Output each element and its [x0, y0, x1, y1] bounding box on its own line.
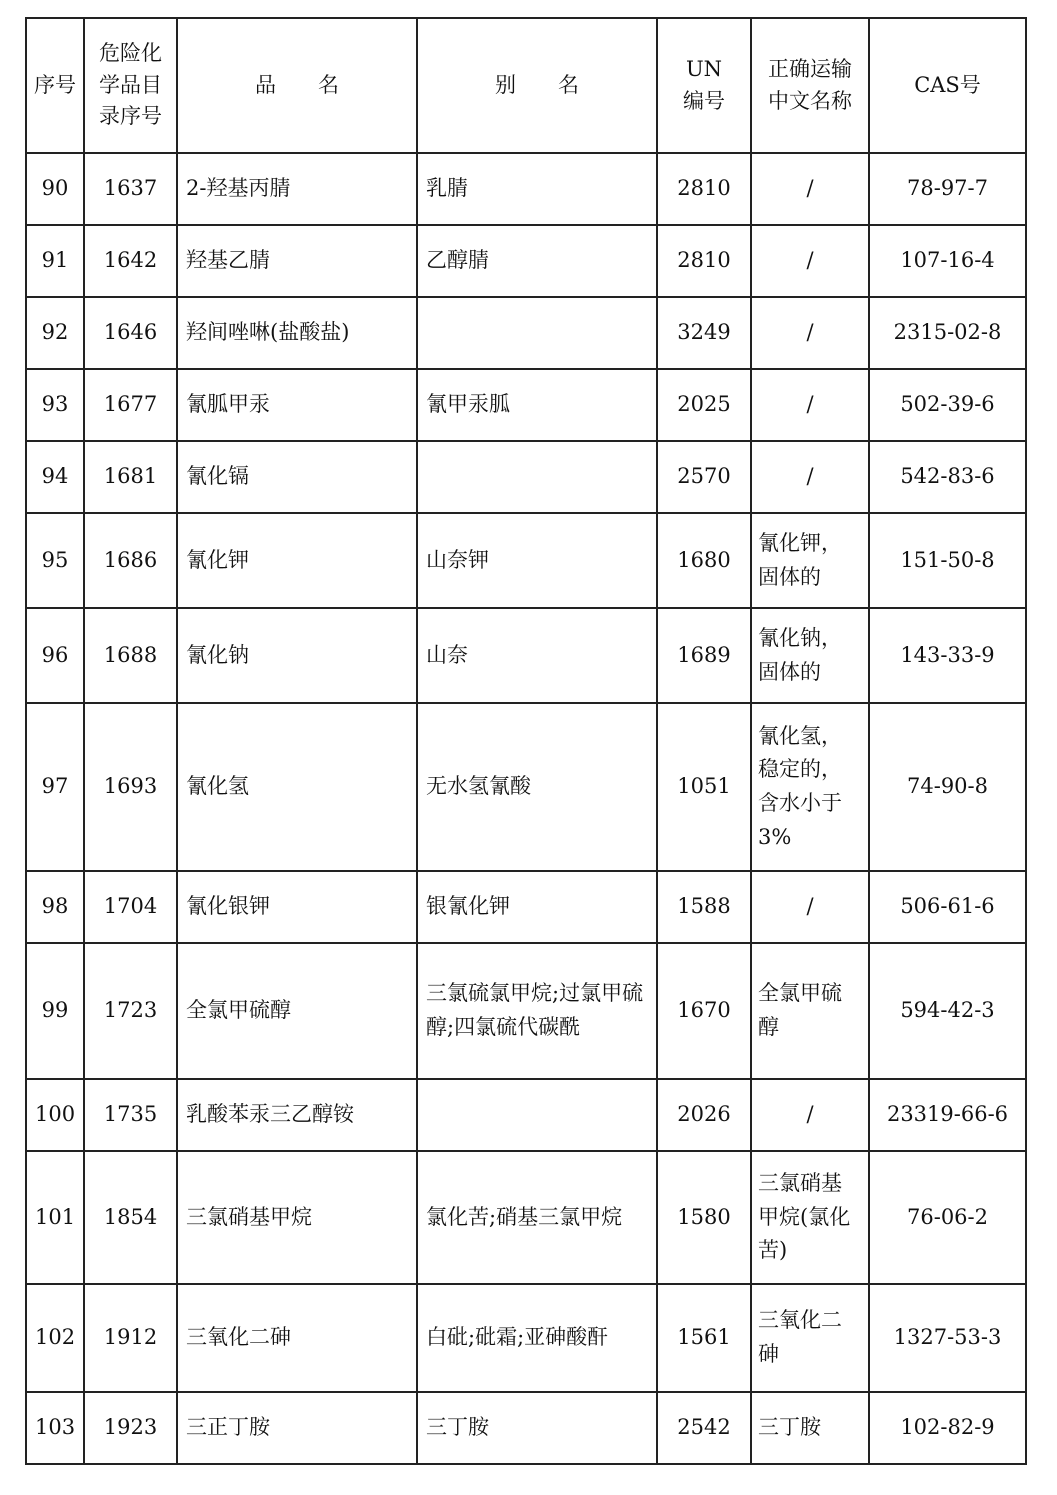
cell-name: 全氯甲硫醇: [177, 943, 417, 1079]
table-row: [26, 703, 1026, 871]
table-header-row: [26, 18, 1026, 153]
cell-seq: 91: [26, 225, 84, 297]
cell-shipping-name: 氰化钾，固体的: [751, 513, 869, 608]
cell-alias: 银氰化钾: [417, 871, 657, 943]
header-alias: 别 名: [417, 18, 657, 153]
cell-catalog-no: 1704: [84, 871, 177, 943]
table-row: [26, 943, 1026, 1079]
cell-shipping-name: 三氯硝基甲烷(氯化苦): [751, 1151, 869, 1284]
table-row: [26, 1284, 1026, 1392]
table-row: [26, 1392, 1026, 1464]
cell-cas-no: 143-33-9: [869, 608, 1026, 703]
cell-alias: 山奈: [417, 608, 657, 703]
cell-un-no: 2810: [657, 225, 751, 297]
cell-cas-no: 74-90-8: [869, 703, 1026, 871]
cell-un-no: 2570: [657, 441, 751, 513]
cell-alias: 白砒;砒霜;亚砷酸酐: [417, 1284, 657, 1392]
table-row: [26, 441, 1026, 513]
cell-name: 氰化钠: [177, 608, 417, 703]
cell-alias: 乳腈: [417, 153, 657, 225]
cell-cas-no: 23319-66-6: [869, 1079, 1026, 1151]
cell-alias: 乙醇腈: [417, 225, 657, 297]
cell-seq: 99: [26, 943, 84, 1079]
cell-seq: 103: [26, 1392, 84, 1464]
cell-seq: 92: [26, 297, 84, 369]
cell-catalog-no: 1637: [84, 153, 177, 225]
cell-alias: 氰甲汞胍: [417, 369, 657, 441]
cell-catalog-no: 1688: [84, 608, 177, 703]
cell-shipping-name: /: [751, 225, 869, 297]
cell-name: 羟基乙腈: [177, 225, 417, 297]
cell-seq: 93: [26, 369, 84, 441]
cell-name: 三氧化二砷: [177, 1284, 417, 1392]
cell-name: 氰化氢: [177, 703, 417, 871]
cell-shipping-name: /: [751, 153, 869, 225]
table-row: [26, 153, 1026, 225]
cell-shipping-name: /: [751, 369, 869, 441]
cell-alias: [417, 1079, 657, 1151]
cell-seq: 102: [26, 1284, 84, 1392]
cell-un-no: 2026: [657, 1079, 751, 1151]
cell-catalog-no: 1912: [84, 1284, 177, 1392]
header-catalog-no: 危险化学品目录序号: [84, 18, 177, 153]
cell-shipping-name: 三丁胺: [751, 1392, 869, 1464]
cell-un-no: 1689: [657, 608, 751, 703]
header-shipping-name: 正确运输中文名称: [751, 18, 869, 153]
cell-seq: 100: [26, 1079, 84, 1151]
cell-cas-no: 594-42-3: [869, 943, 1026, 1079]
cell-cas-no: 78-97-7: [869, 153, 1026, 225]
cell-shipping-name: /: [751, 297, 869, 369]
cell-name: 2-羟基丙腈: [177, 153, 417, 225]
table-row: [26, 225, 1026, 297]
cell-catalog-no: 1723: [84, 943, 177, 1079]
cell-cas-no: 151-50-8: [869, 513, 1026, 608]
cell-catalog-no: 1686: [84, 513, 177, 608]
cell-cas-no: 102-82-9: [869, 1392, 1026, 1464]
header-name: 品 名: [177, 18, 417, 153]
cell-alias: 山奈钾: [417, 513, 657, 608]
cell-un-no: 1561: [657, 1284, 751, 1392]
cell-catalog-no: 1693: [84, 703, 177, 871]
table-row: [26, 1079, 1026, 1151]
cell-name: 氰胍甲汞: [177, 369, 417, 441]
cell-un-no: 1580: [657, 1151, 751, 1284]
cell-shipping-name: 氰化钠，固体的: [751, 608, 869, 703]
cell-cas-no: 107-16-4: [869, 225, 1026, 297]
cell-cas-no: 1327-53-3: [869, 1284, 1026, 1392]
cell-name: 乳酸苯汞三乙醇铵: [177, 1079, 417, 1151]
cell-catalog-no: 1735: [84, 1079, 177, 1151]
cell-alias: 三丁胺: [417, 1392, 657, 1464]
cell-un-no: 1680: [657, 513, 751, 608]
cell-alias: [417, 297, 657, 369]
cell-cas-no: 502-39-6: [869, 369, 1026, 441]
cell-seq: 98: [26, 871, 84, 943]
cell-un-no: 2542: [657, 1392, 751, 1464]
cell-shipping-name: /: [751, 871, 869, 943]
cell-catalog-no: 1646: [84, 297, 177, 369]
cell-name: 氰化钾: [177, 513, 417, 608]
cell-seq: 97: [26, 703, 84, 871]
cell-alias: 无水氢氰酸: [417, 703, 657, 871]
cell-shipping-name: /: [751, 1079, 869, 1151]
table-row: [26, 297, 1026, 369]
cell-cas-no: 76-06-2: [869, 1151, 1026, 1284]
cell-cas-no: 2315-02-8: [869, 297, 1026, 369]
cell-seq: 101: [26, 1151, 84, 1284]
cell-alias: [417, 441, 657, 513]
cell-cas-no: 542-83-6: [869, 441, 1026, 513]
cell-name: 三正丁胺: [177, 1392, 417, 1464]
table-row: [26, 513, 1026, 608]
header-un-no: UN编号: [657, 18, 751, 153]
cell-name: 氰化银钾: [177, 871, 417, 943]
cell-un-no: 2025: [657, 369, 751, 441]
cell-seq: 94: [26, 441, 84, 513]
cell-catalog-no: 1681: [84, 441, 177, 513]
cell-name: 氰化镉: [177, 441, 417, 513]
cell-seq: 95: [26, 513, 84, 608]
cell-shipping-name: 全氯甲硫醇: [751, 943, 869, 1079]
table-row: [26, 608, 1026, 703]
cell-un-no: 3249: [657, 297, 751, 369]
cell-un-no: 2810: [657, 153, 751, 225]
cell-cas-no: 506-61-6: [869, 871, 1026, 943]
cell-seq: 90: [26, 153, 84, 225]
table-row: [26, 369, 1026, 441]
hazardous-chemicals-table: [25, 17, 1027, 1465]
cell-shipping-name: /: [751, 441, 869, 513]
cell-catalog-no: 1677: [84, 369, 177, 441]
cell-name: 三氯硝基甲烷: [177, 1151, 417, 1284]
cell-catalog-no: 1923: [84, 1392, 177, 1464]
cell-catalog-no: 1642: [84, 225, 177, 297]
header-cas-no: CAS号: [869, 18, 1026, 153]
cell-un-no: 1670: [657, 943, 751, 1079]
table-row: [26, 1151, 1026, 1284]
cell-un-no: 1588: [657, 871, 751, 943]
cell-catalog-no: 1854: [84, 1151, 177, 1284]
cell-alias: 氯化苦;硝基三氯甲烷: [417, 1151, 657, 1284]
cell-name: 羟间唑啉(盐酸盐): [177, 297, 417, 369]
cell-shipping-name: 三氧化二砷: [751, 1284, 869, 1392]
cell-seq: 96: [26, 608, 84, 703]
table-row: [26, 871, 1026, 943]
cell-un-no: 1051: [657, 703, 751, 871]
cell-shipping-name: 氰化氢，稳定的，含水小于3%: [751, 703, 869, 871]
header-seq: 序号: [26, 18, 84, 153]
cell-alias: 三氯硫氯甲烷;过氯甲硫醇;四氯硫代碳酰: [417, 943, 657, 1079]
